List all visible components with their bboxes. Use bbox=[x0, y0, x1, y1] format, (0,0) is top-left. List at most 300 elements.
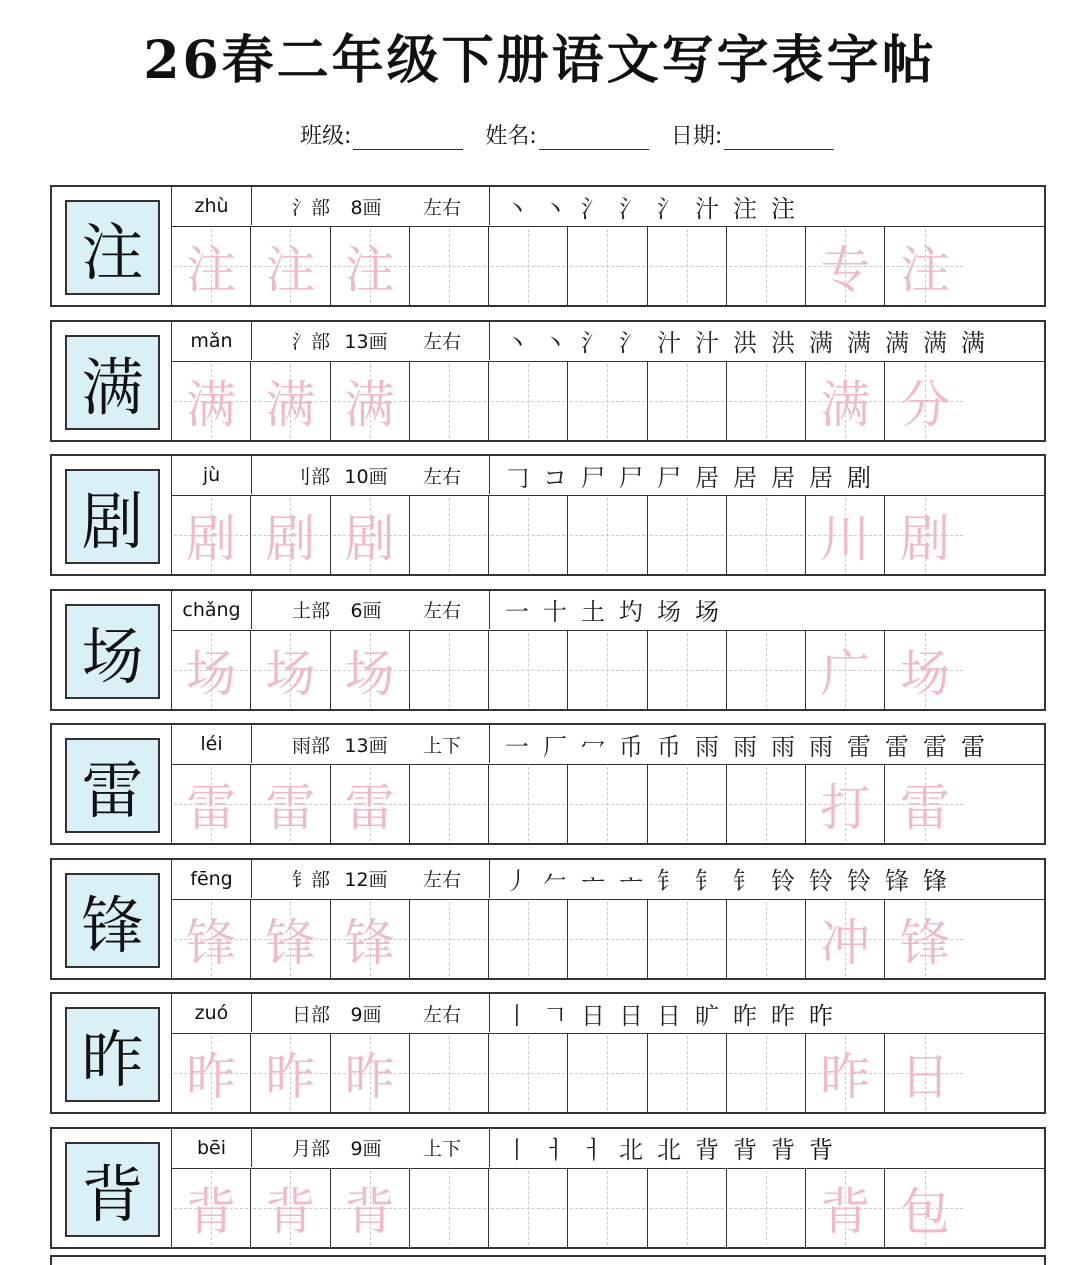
stroke-step: 锋 bbox=[923, 867, 947, 895]
radical: 月部 bbox=[291, 1138, 330, 1160]
practice-cell[interactable] bbox=[331, 765, 410, 843]
main-character-cell bbox=[52, 860, 172, 978]
stroke-step: 钅 bbox=[733, 867, 757, 895]
stroke-step: 氵 bbox=[581, 194, 605, 223]
stroke-count: 9画 bbox=[350, 1003, 382, 1026]
trace-character: 雷 bbox=[186, 779, 237, 837]
stroke-step: 汁 bbox=[657, 329, 681, 357]
trace-character: 背 bbox=[344, 1182, 395, 1241]
character-meta bbox=[252, 591, 490, 629]
stroke-step: 𠂉 bbox=[543, 867, 567, 895]
practice-cell[interactable] bbox=[172, 631, 251, 709]
main-character-cell bbox=[52, 591, 172, 709]
trace-character: 场 bbox=[186, 644, 237, 703]
practice-cell[interactable] bbox=[172, 227, 251, 305]
trace-character: 川 bbox=[820, 510, 871, 568]
pinyin: zuó bbox=[172, 994, 252, 1032]
practice-cell[interactable] bbox=[172, 496, 251, 574]
radical: 日部 bbox=[291, 1003, 330, 1026]
trace-character: 雷 bbox=[900, 779, 951, 837]
trace-character: 背 bbox=[265, 1182, 316, 1241]
info-row bbox=[172, 860, 1044, 900]
stroke-step: 土 bbox=[581, 598, 605, 626]
stroke-step: 氵 bbox=[657, 194, 681, 223]
practice-cell[interactable] bbox=[806, 900, 885, 978]
date-label: 日期: bbox=[670, 124, 723, 149]
trace-character: 广 bbox=[820, 644, 871, 703]
practice-cell[interactable] bbox=[727, 227, 806, 305]
practice-cell[interactable] bbox=[727, 900, 806, 978]
radical: 钅部 bbox=[291, 869, 330, 891]
stroke-step: 场 bbox=[695, 598, 719, 626]
stroke-step: 北 bbox=[657, 1136, 681, 1164]
student-info bbox=[300, 118, 856, 150]
pinyin: mǎn bbox=[172, 322, 252, 360]
trace-character: 锋 bbox=[186, 913, 237, 972]
stroke-step: 居 bbox=[733, 463, 757, 492]
character-meta bbox=[252, 994, 490, 1032]
stroke-step: コ bbox=[543, 463, 567, 492]
character-meta bbox=[252, 322, 490, 360]
practice-grid bbox=[172, 362, 1044, 440]
stroke-step: 尸 bbox=[581, 463, 605, 492]
structure: 上下 bbox=[422, 1138, 461, 1160]
stroke-step: 丨 bbox=[505, 1001, 529, 1030]
main-character: 背 bbox=[65, 1142, 160, 1237]
main-character: 昨 bbox=[65, 1007, 160, 1102]
practice-cell[interactable] bbox=[806, 362, 885, 440]
stroke-step: 满 bbox=[885, 329, 909, 357]
practice-cell[interactable] bbox=[806, 227, 885, 305]
stroke-step: 背 bbox=[809, 1136, 833, 1164]
practice-cell[interactable] bbox=[885, 765, 964, 843]
stroke-count: 9画 bbox=[350, 1138, 382, 1160]
practice-cell[interactable] bbox=[251, 1034, 330, 1112]
stroke-step: 尸 bbox=[657, 463, 681, 492]
character-block bbox=[50, 1127, 1046, 1249]
trace-character: 注 bbox=[186, 241, 237, 299]
stroke-step: 钅 bbox=[657, 867, 681, 895]
stroke-order bbox=[490, 322, 1044, 360]
practice-cell[interactable] bbox=[172, 765, 251, 843]
practice-cell[interactable] bbox=[489, 765, 568, 843]
character-block bbox=[50, 320, 1046, 442]
stroke-step: 铃 bbox=[809, 867, 833, 895]
character-meta bbox=[252, 725, 490, 763]
stroke-step: 雷 bbox=[847, 732, 871, 761]
stroke-step: 居 bbox=[771, 463, 795, 492]
stroke-step: 旷 bbox=[695, 1001, 719, 1030]
info-row bbox=[172, 322, 1044, 362]
stroke-order bbox=[490, 187, 1044, 225]
practice-cell[interactable] bbox=[331, 1169, 410, 1247]
character-block bbox=[50, 992, 1046, 1114]
practice-cell[interactable] bbox=[251, 1169, 330, 1247]
trace-character: 昨 bbox=[265, 1048, 316, 1106]
practice-cell[interactable] bbox=[806, 1034, 885, 1112]
stroke-step: 背 bbox=[771, 1136, 795, 1164]
trace-character: 场 bbox=[344, 644, 395, 703]
stroke-step: 铃 bbox=[847, 867, 871, 895]
stroke-count: 6画 bbox=[350, 600, 382, 622]
practice-cell[interactable] bbox=[648, 227, 727, 305]
practice-cell[interactable] bbox=[251, 900, 330, 978]
stroke-step: 洪 bbox=[733, 329, 757, 357]
pinyin: léi bbox=[172, 725, 252, 763]
structure: 上下 bbox=[422, 734, 461, 757]
stroke-step: 雷 bbox=[961, 732, 985, 761]
stroke-step: 场 bbox=[657, 598, 681, 626]
main-character-cell bbox=[52, 994, 172, 1112]
practice-cell[interactable] bbox=[568, 631, 647, 709]
class-label: 班级: bbox=[300, 124, 352, 149]
trace-character: 锋 bbox=[900, 913, 951, 972]
stroke-step: 北 bbox=[619, 1136, 643, 1164]
practice-cell[interactable] bbox=[727, 765, 806, 843]
practice-cell[interactable] bbox=[172, 1034, 251, 1112]
trace-character: 背 bbox=[820, 1182, 871, 1241]
stroke-count: 12画 bbox=[344, 869, 388, 891]
practice-cell[interactable] bbox=[885, 1169, 964, 1247]
practice-cell[interactable] bbox=[885, 227, 964, 305]
info-row bbox=[172, 1129, 1044, 1169]
practice-cell[interactable] bbox=[172, 1169, 251, 1247]
trace-character: 包 bbox=[900, 1182, 951, 1241]
practice-cell[interactable] bbox=[727, 1034, 806, 1112]
practice-cell[interactable] bbox=[251, 227, 330, 305]
trace-character: 剧 bbox=[186, 510, 237, 568]
name-blank[interactable] bbox=[539, 129, 649, 150]
practice-cell[interactable] bbox=[410, 362, 489, 440]
practice-cell[interactable] bbox=[251, 765, 330, 843]
stroke-order bbox=[490, 860, 1044, 898]
practice-cell[interactable] bbox=[885, 631, 964, 709]
character-block bbox=[50, 185, 1046, 307]
main-character-cell bbox=[52, 725, 172, 843]
trace-character: 注 bbox=[265, 241, 316, 299]
main-character: 剧 bbox=[65, 469, 160, 564]
practice-cell[interactable] bbox=[568, 1169, 647, 1247]
practice-grid bbox=[172, 631, 1044, 709]
stroke-step: ㅓ bbox=[581, 1136, 605, 1164]
radical: 土部 bbox=[291, 600, 330, 622]
stroke-step: 冖 bbox=[581, 732, 605, 761]
stroke-step: 厂 bbox=[543, 732, 567, 761]
info-row bbox=[172, 994, 1044, 1034]
stroke-step: 氵 bbox=[619, 329, 643, 357]
stroke-step: 氵 bbox=[581, 329, 605, 357]
name-field[interactable] bbox=[485, 118, 648, 150]
character-block bbox=[50, 454, 1046, 576]
stroke-step: 满 bbox=[923, 329, 947, 357]
date-blank[interactable] bbox=[724, 129, 834, 150]
practice-cell[interactable] bbox=[806, 765, 885, 843]
stroke-step: 雨 bbox=[695, 732, 719, 761]
stroke-step: 雨 bbox=[771, 732, 795, 761]
main-character: 锋 bbox=[65, 873, 160, 968]
practice-cell[interactable] bbox=[410, 227, 489, 305]
character-block bbox=[50, 858, 1046, 980]
trace-character: 昨 bbox=[344, 1048, 395, 1106]
practice-cell[interactable] bbox=[489, 362, 568, 440]
practice-cell[interactable] bbox=[806, 496, 885, 574]
stroke-step: 十 bbox=[543, 598, 567, 626]
stroke-step: ᅩ bbox=[581, 867, 605, 895]
pinyin: jù bbox=[172, 456, 252, 494]
stroke-step: 𠃌 bbox=[505, 463, 529, 492]
practice-cell[interactable] bbox=[727, 1169, 806, 1247]
practice-cell[interactable] bbox=[648, 900, 727, 978]
practice-cell[interactable] bbox=[568, 362, 647, 440]
pinyin: fēng bbox=[172, 860, 252, 898]
main-character: 注 bbox=[65, 200, 160, 295]
stroke-order bbox=[490, 591, 1044, 629]
practice-blocks bbox=[50, 185, 1046, 1261]
stroke-count: 10画 bbox=[344, 465, 388, 488]
info-row bbox=[172, 187, 1044, 227]
stroke-step: 昨 bbox=[809, 1001, 833, 1030]
pinyin: bēi bbox=[172, 1129, 252, 1167]
practice-cell[interactable] bbox=[885, 900, 964, 978]
info-row bbox=[172, 725, 1044, 765]
trace-character: 日 bbox=[900, 1048, 951, 1106]
structure: 左右 bbox=[422, 465, 461, 488]
practice-cell[interactable] bbox=[410, 1169, 489, 1247]
trace-character: 昨 bbox=[186, 1048, 237, 1106]
practice-cell[interactable] bbox=[172, 900, 251, 978]
practice-cell[interactable] bbox=[648, 496, 727, 574]
stroke-step: 币 bbox=[619, 732, 643, 761]
practice-cell[interactable] bbox=[568, 765, 647, 843]
practice-cell[interactable] bbox=[331, 631, 410, 709]
structure: 左右 bbox=[422, 1003, 461, 1026]
practice-cell[interactable] bbox=[648, 1034, 727, 1112]
practice-cell[interactable] bbox=[489, 631, 568, 709]
practice-cell[interactable] bbox=[727, 362, 806, 440]
practice-cell[interactable] bbox=[489, 1034, 568, 1112]
stroke-step: 铃 bbox=[771, 867, 795, 895]
stroke-step: 钅 bbox=[695, 867, 719, 895]
practice-cell[interactable] bbox=[331, 362, 410, 440]
stroke-step: 雨 bbox=[733, 732, 757, 761]
stroke-step: 日 bbox=[581, 1001, 605, 1030]
practice-grid bbox=[172, 1034, 1044, 1112]
structure: 左右 bbox=[422, 869, 461, 891]
stroke-step: 满 bbox=[809, 329, 833, 357]
stroke-step: ㅓ bbox=[543, 1136, 567, 1164]
radical: 刂部 bbox=[291, 465, 330, 488]
stroke-step: 氵 bbox=[619, 194, 643, 223]
stroke-step: 丿 bbox=[505, 867, 529, 895]
trace-character: 锋 bbox=[265, 913, 316, 972]
practice-grid bbox=[172, 765, 1044, 843]
practice-cell[interactable] bbox=[489, 496, 568, 574]
class-field[interactable] bbox=[300, 118, 463, 150]
character-meta bbox=[252, 860, 490, 898]
radical: 氵部 bbox=[291, 331, 330, 353]
stroke-step: 一 bbox=[505, 598, 529, 626]
trace-character: 背 bbox=[186, 1182, 237, 1241]
stroke-step: 居 bbox=[809, 463, 833, 492]
trace-character: 满 bbox=[186, 375, 237, 434]
practice-cell[interactable] bbox=[885, 1034, 964, 1112]
info-row bbox=[172, 591, 1044, 631]
main-character: 场 bbox=[65, 604, 160, 699]
radical: 氵部 bbox=[291, 196, 330, 219]
practice-cell[interactable] bbox=[489, 900, 568, 978]
trace-character: 满 bbox=[265, 375, 316, 434]
page-title: 26春二年级下册语文写字表字帖 bbox=[143, 30, 937, 91]
pinyin: chǎng bbox=[172, 591, 252, 629]
character-meta bbox=[252, 187, 490, 225]
stroke-step: 背 bbox=[733, 1136, 757, 1164]
stroke-step: 丶 bbox=[505, 329, 529, 357]
practice-cell[interactable] bbox=[489, 1169, 568, 1247]
practice-cell[interactable] bbox=[727, 631, 806, 709]
stroke-order bbox=[490, 1129, 1044, 1167]
trace-character: 注 bbox=[900, 241, 951, 299]
next-block-edge bbox=[50, 1255, 1046, 1265]
stroke-step: 𠃍 bbox=[543, 1001, 567, 1030]
practice-cell[interactable] bbox=[172, 362, 251, 440]
practice-cell[interactable] bbox=[648, 631, 727, 709]
stroke-step: 雷 bbox=[923, 732, 947, 761]
main-character-cell bbox=[52, 456, 172, 574]
trace-character: 注 bbox=[344, 241, 395, 299]
practice-cell[interactable] bbox=[410, 1034, 489, 1112]
stroke-step: 日 bbox=[619, 1001, 643, 1030]
trace-character: 冲 bbox=[820, 913, 871, 972]
stroke-step: 汁 bbox=[695, 194, 719, 223]
trace-character: 剧 bbox=[344, 510, 395, 568]
trace-character: 剧 bbox=[265, 510, 316, 568]
stroke-step: 丨 bbox=[505, 1136, 529, 1164]
practice-cell[interactable] bbox=[568, 1034, 647, 1112]
main-character: 满 bbox=[65, 335, 160, 430]
trace-character: 雷 bbox=[344, 779, 395, 837]
stroke-count: 13画 bbox=[344, 331, 388, 353]
practice-cell[interactable] bbox=[648, 1169, 727, 1247]
stroke-step: 日 bbox=[657, 1001, 681, 1030]
pinyin: zhù bbox=[172, 187, 252, 225]
stroke-step: 注 bbox=[771, 194, 795, 223]
trace-character: 满 bbox=[820, 375, 871, 434]
structure: 左右 bbox=[422, 331, 461, 353]
stroke-step: 尸 bbox=[619, 463, 643, 492]
character-meta bbox=[252, 1129, 490, 1167]
stroke-step: 一 bbox=[505, 732, 529, 761]
practice-cell[interactable] bbox=[410, 900, 489, 978]
practice-cell[interactable] bbox=[410, 765, 489, 843]
character-meta bbox=[252, 456, 490, 494]
trace-character: 满 bbox=[344, 375, 395, 434]
name-label: 姓名: bbox=[485, 124, 537, 149]
stroke-step: 昨 bbox=[771, 1001, 795, 1030]
practice-cell[interactable] bbox=[568, 496, 647, 574]
practice-cell[interactable] bbox=[568, 227, 647, 305]
practice-cell[interactable] bbox=[331, 900, 410, 978]
practice-grid bbox=[172, 227, 1044, 305]
character-block bbox=[50, 589, 1046, 711]
practice-cell[interactable] bbox=[410, 496, 489, 574]
info-row bbox=[172, 456, 1044, 496]
structure: 左右 bbox=[422, 196, 461, 219]
practice-cell[interactable] bbox=[648, 362, 727, 440]
stroke-order bbox=[490, 725, 1044, 763]
practice-cell[interactable] bbox=[251, 362, 330, 440]
structure: 左右 bbox=[422, 600, 461, 622]
trace-character: 场 bbox=[265, 644, 316, 703]
practice-cell[interactable] bbox=[648, 765, 727, 843]
stroke-step: 雨 bbox=[809, 732, 833, 761]
stroke-step: 丶 bbox=[543, 329, 567, 357]
stroke-order bbox=[490, 456, 1044, 494]
stroke-step: 昨 bbox=[733, 1001, 757, 1030]
main-character-cell bbox=[52, 322, 172, 440]
trace-character: 昨 bbox=[820, 1048, 871, 1106]
stroke-count: 8画 bbox=[350, 196, 382, 219]
practice-cell[interactable] bbox=[885, 362, 964, 440]
trace-character: 专 bbox=[820, 241, 871, 299]
practice-grid bbox=[172, 1169, 1044, 1247]
stroke-step: 注 bbox=[733, 194, 757, 223]
stroke-step: 满 bbox=[961, 329, 985, 357]
stroke-step: ᅩ bbox=[619, 867, 643, 895]
practice-grid bbox=[172, 900, 1044, 978]
practice-grid bbox=[172, 496, 1044, 574]
practice-cell[interactable] bbox=[251, 631, 330, 709]
stroke-step: 洪 bbox=[771, 329, 795, 357]
date-field[interactable] bbox=[671, 118, 834, 150]
trace-character: 锋 bbox=[344, 913, 395, 972]
main-character: 雷 bbox=[65, 738, 160, 833]
stroke-count: 13画 bbox=[344, 734, 388, 757]
practice-cell[interactable] bbox=[331, 1034, 410, 1112]
trace-character: 场 bbox=[900, 644, 951, 703]
stroke-order bbox=[490, 994, 1044, 1032]
class-blank[interactable] bbox=[353, 129, 463, 150]
stroke-step: 丶 bbox=[543, 194, 567, 223]
stroke-step: 剧 bbox=[847, 463, 871, 492]
stroke-step: 居 bbox=[695, 463, 719, 492]
practice-cell[interactable] bbox=[727, 496, 806, 574]
stroke-step: 雷 bbox=[885, 732, 909, 761]
stroke-step: 丶 bbox=[505, 194, 529, 223]
trace-character: 打 bbox=[820, 779, 871, 837]
practice-cell[interactable] bbox=[568, 900, 647, 978]
stroke-step: 锋 bbox=[885, 867, 909, 895]
stroke-step: 满 bbox=[847, 329, 871, 357]
trace-character: 雷 bbox=[265, 779, 316, 837]
practice-cell[interactable] bbox=[885, 496, 964, 574]
practice-cell[interactable] bbox=[489, 227, 568, 305]
character-block bbox=[50, 723, 1046, 845]
practice-cell[interactable] bbox=[331, 227, 410, 305]
main-character-cell bbox=[52, 1129, 172, 1247]
stroke-step: 币 bbox=[657, 732, 681, 761]
stroke-step: 圴 bbox=[619, 598, 643, 626]
practice-cell[interactable] bbox=[410, 631, 489, 709]
radical: 雨部 bbox=[291, 734, 330, 757]
practice-cell[interactable] bbox=[251, 496, 330, 574]
trace-character: 剧 bbox=[900, 510, 951, 568]
main-character-cell bbox=[52, 187, 172, 305]
trace-character: 分 bbox=[900, 375, 951, 434]
practice-cell[interactable] bbox=[331, 496, 410, 574]
practice-cell[interactable] bbox=[806, 631, 885, 709]
stroke-step: 汁 bbox=[695, 329, 719, 357]
practice-cell[interactable] bbox=[806, 1169, 885, 1247]
